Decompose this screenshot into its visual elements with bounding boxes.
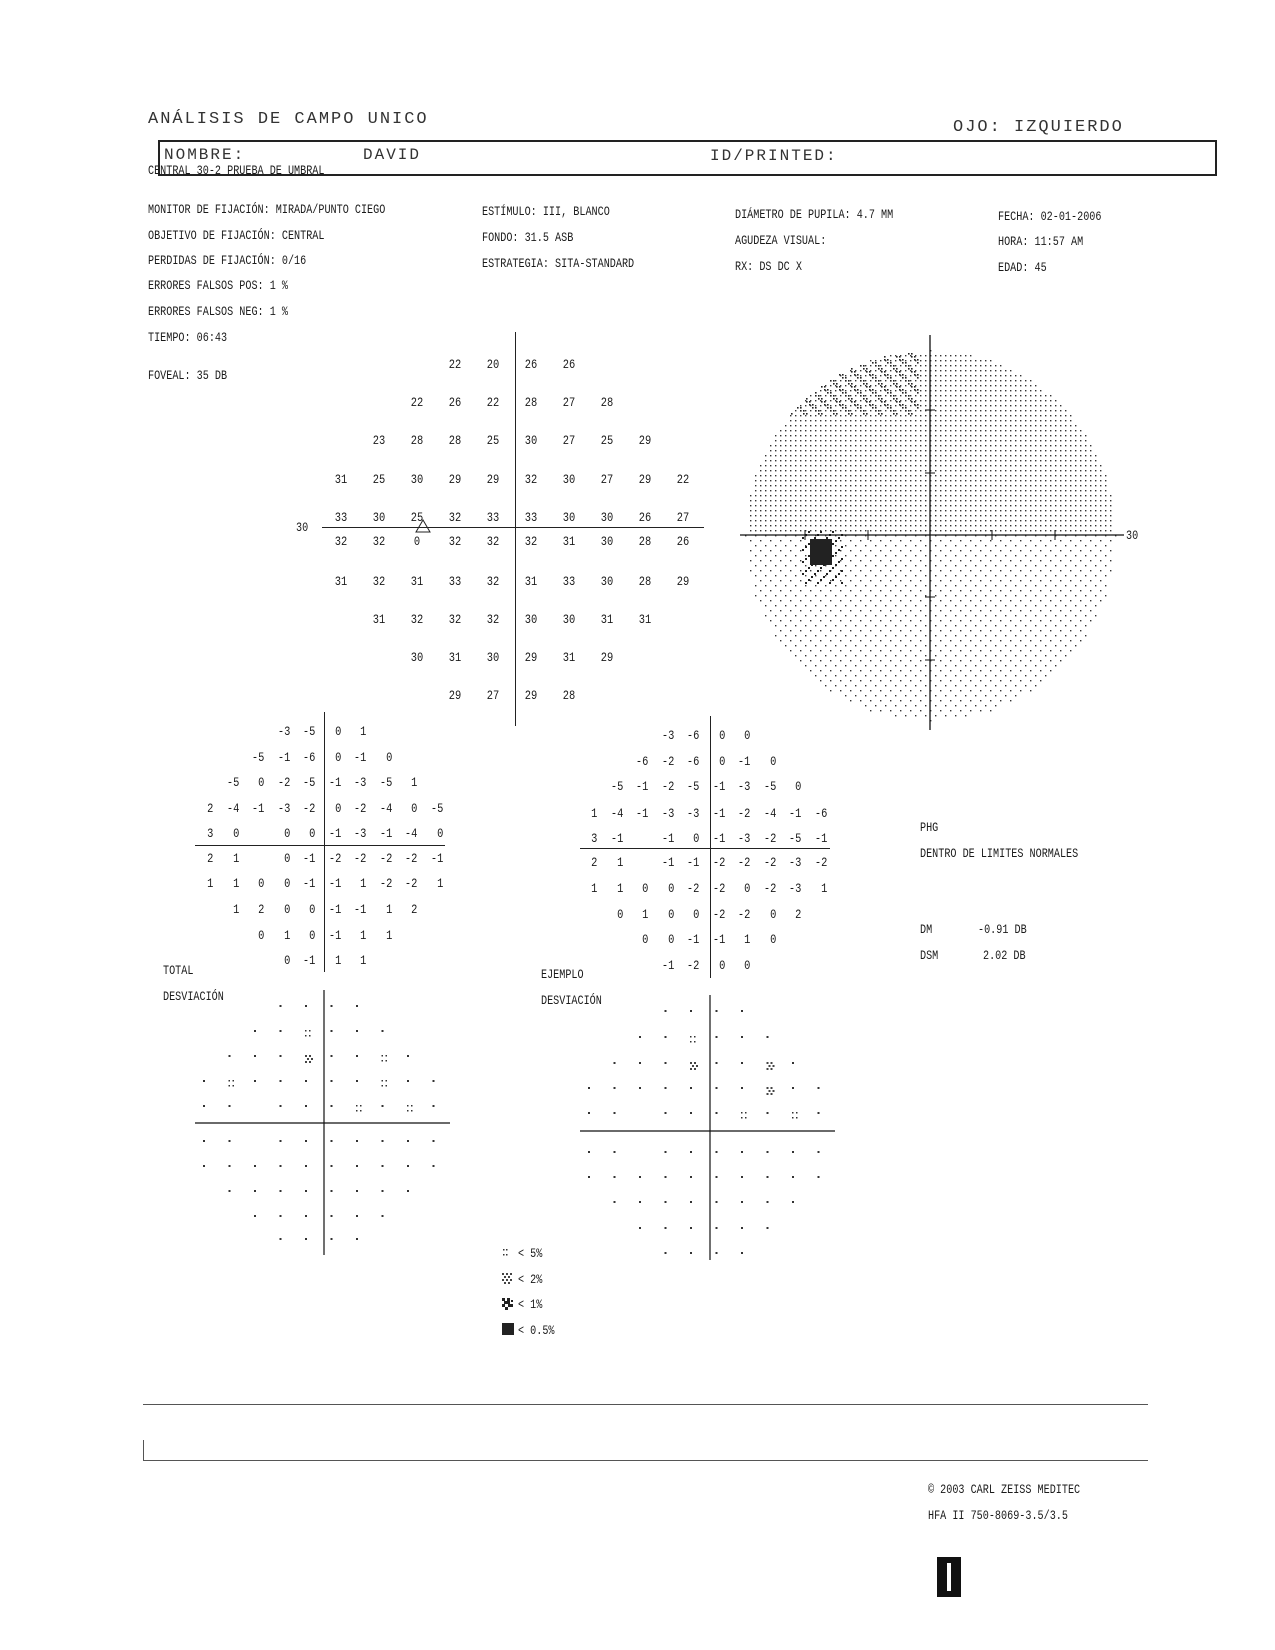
grid-value: -4 bbox=[226, 801, 239, 816]
grid-value: 0 bbox=[744, 881, 751, 896]
grid-value: -6 bbox=[302, 750, 316, 765]
td-v-axis bbox=[324, 712, 325, 972]
grid-value: 0 bbox=[769, 754, 776, 769]
legend-item: < 0.5% bbox=[518, 1323, 555, 1338]
grid-value: -1 bbox=[328, 775, 341, 790]
grid-value: 1 bbox=[232, 876, 239, 891]
grid-value: -1 bbox=[686, 932, 700, 947]
grid-value: 1 bbox=[360, 876, 367, 891]
grid-value: 0 bbox=[411, 801, 418, 816]
grid-value: 0 bbox=[693, 907, 700, 922]
info-line: FECHA: 02-01-2006 bbox=[998, 209, 1102, 224]
ght-value: DENTRO DE LIMITES NORMALES bbox=[920, 846, 1079, 861]
grid-value: -2 bbox=[404, 851, 418, 866]
grid-value: 30 bbox=[372, 510, 386, 525]
grid-value: -2 bbox=[737, 855, 751, 870]
grid-value: -2 bbox=[763, 881, 776, 896]
grid-value: -1 bbox=[712, 806, 725, 821]
grid-value: 30 bbox=[410, 650, 424, 665]
grid-value: 31 bbox=[410, 574, 424, 589]
grid-value: 1 bbox=[591, 806, 598, 821]
info-line: ESTÍMULO: III, BLANCO bbox=[482, 204, 610, 219]
td-label: TOTAL bbox=[163, 963, 194, 978]
psd-value: 2.02 DB bbox=[983, 948, 1026, 963]
grid-value: -2 bbox=[353, 851, 367, 866]
grid-value: -1 bbox=[788, 806, 802, 821]
grid-value: 26 bbox=[638, 510, 652, 525]
grid-value: 1 bbox=[207, 876, 214, 891]
grid-value: -1 bbox=[635, 806, 649, 821]
grid-value: 0 bbox=[642, 932, 649, 947]
grid-value: -2 bbox=[763, 855, 776, 870]
eye-label: OJO: IZQUIERDO bbox=[953, 118, 1124, 137]
grid-value: 1 bbox=[591, 881, 598, 896]
grid-value: -2 bbox=[712, 907, 725, 922]
grid-value: -2 bbox=[814, 855, 827, 870]
psd-label: DSM bbox=[920, 948, 939, 963]
grid-value: 0 bbox=[283, 953, 290, 968]
grid-value: -2 bbox=[686, 881, 700, 896]
name-value: DAVID bbox=[363, 146, 422, 164]
grid-value: 31 bbox=[334, 574, 348, 589]
pd-h-axis bbox=[580, 848, 830, 849]
grid-value: 1 bbox=[360, 928, 367, 943]
grayscale-axis-label: 30 bbox=[1126, 528, 1139, 543]
grid-value: 30 bbox=[600, 510, 614, 525]
grid-value: 1 bbox=[360, 724, 367, 739]
grid-value: 33 bbox=[486, 510, 500, 525]
grid-value: 2 bbox=[207, 851, 214, 866]
grid-value: 0 bbox=[616, 907, 623, 922]
info-line: EDAD: 45 bbox=[998, 260, 1047, 275]
grid-value: 0 bbox=[718, 754, 725, 769]
info-line: HORA: 11:57 AM bbox=[998, 234, 1084, 249]
threshold-v-axis bbox=[515, 332, 516, 726]
grid-value: 0 bbox=[667, 907, 674, 922]
grid-value: 31 bbox=[448, 650, 462, 665]
grid-value: -5 bbox=[788, 831, 802, 846]
grid-value: -5 bbox=[251, 750, 265, 765]
info-line: DIÁMETRO DE PUPILA: 4.7 MM bbox=[735, 207, 894, 222]
grid-value: -3 bbox=[686, 806, 700, 821]
test-name: CENTRAL 30-2 PRUEBA DE UMBRAL bbox=[148, 163, 325, 178]
grid-value: -2 bbox=[379, 851, 392, 866]
info-line: FONDO: 31.5 ASB bbox=[482, 230, 574, 245]
grid-value: 1 bbox=[385, 902, 392, 917]
info-line: TIEMPO: 06:43 bbox=[148, 330, 228, 345]
grid-value: 2 bbox=[591, 855, 598, 870]
grid-value: 27 bbox=[562, 395, 576, 410]
grid-value: 1 bbox=[744, 932, 751, 947]
grid-value: -1 bbox=[302, 876, 316, 891]
grid-value: 28 bbox=[562, 688, 576, 703]
grid-value: 28 bbox=[410, 433, 424, 448]
grid-value: 31 bbox=[524, 574, 538, 589]
md-label: DM bbox=[920, 922, 933, 937]
grid-value: 3 bbox=[591, 831, 598, 846]
grid-value: 30 bbox=[562, 510, 576, 525]
grid-value: 32 bbox=[448, 612, 462, 627]
grid-value: 31 bbox=[600, 612, 614, 627]
grid-value: -1 bbox=[328, 876, 341, 891]
blind-spot-marker-icon bbox=[416, 520, 430, 532]
grid-value: -5 bbox=[430, 801, 443, 816]
grid-value: 0 bbox=[309, 826, 316, 841]
grid-value: 0 bbox=[769, 932, 776, 947]
grid-value: 32 bbox=[486, 574, 500, 589]
grid-value: 0 bbox=[718, 728, 725, 743]
grid-value: 1 bbox=[232, 902, 239, 917]
grid-value: -1 bbox=[302, 851, 316, 866]
p05-symbol-icon bbox=[502, 1323, 514, 1335]
grid-value: -6 bbox=[814, 806, 827, 821]
info-line: ESTRATEGIA: SITA-STANDARD bbox=[482, 256, 635, 271]
grid-value: 1 bbox=[232, 851, 239, 866]
p5-symbol-icon bbox=[502, 1248, 514, 1258]
grid-value: -2 bbox=[379, 876, 392, 891]
grid-value: 26 bbox=[562, 357, 576, 372]
grid-value: -1 bbox=[353, 902, 367, 917]
grid-value: 30 bbox=[524, 433, 538, 448]
grid-value: 31 bbox=[638, 612, 652, 627]
grid-value: 0 bbox=[436, 826, 443, 841]
grid-value: -2 bbox=[712, 855, 725, 870]
comment-bracket bbox=[143, 1440, 144, 1460]
grid-value: -2 bbox=[404, 876, 418, 891]
grid-value: -4 bbox=[763, 806, 776, 821]
grid-value: 29 bbox=[676, 574, 690, 589]
grid-value: -2 bbox=[712, 881, 725, 896]
grid-value: 30 bbox=[562, 612, 576, 627]
grid-value: 0 bbox=[413, 534, 421, 549]
grid-value: -2 bbox=[737, 806, 751, 821]
grid-value: 2 bbox=[207, 801, 214, 816]
grid-value: -3 bbox=[277, 801, 290, 816]
grid-value: 32 bbox=[334, 534, 348, 549]
grid-value: -1 bbox=[302, 953, 316, 968]
grid-value: -2 bbox=[328, 851, 341, 866]
zeiss-logo-icon bbox=[937, 1557, 961, 1597]
grid-value: 22 bbox=[448, 357, 462, 372]
grid-value: 32 bbox=[486, 612, 500, 627]
grid-value: -1 bbox=[251, 801, 265, 816]
grid-value: -1 bbox=[661, 831, 674, 846]
grid-value: 32 bbox=[486, 534, 500, 549]
grid-value: 26 bbox=[524, 357, 538, 372]
grid-value: 27 bbox=[600, 472, 614, 487]
grid-value: -1 bbox=[635, 779, 649, 794]
grid-value: 31 bbox=[334, 472, 348, 487]
total-deviation-probability-plot bbox=[195, 990, 450, 1255]
grid-value: 22 bbox=[676, 472, 690, 487]
grid-value: -1 bbox=[737, 754, 751, 769]
pattern-deviation-probability-plot bbox=[580, 995, 835, 1265]
grid-value: 25 bbox=[486, 433, 500, 448]
grid-value: 32 bbox=[524, 472, 538, 487]
grid-value: 30 bbox=[524, 612, 538, 627]
grid-value: 0 bbox=[744, 958, 751, 973]
grid-value: 0 bbox=[283, 902, 290, 917]
grid-value: -1 bbox=[712, 779, 725, 794]
info-line: PERDIDAS DE FIJACIÓN: 0/16 bbox=[148, 253, 307, 268]
grid-value: 1 bbox=[436, 876, 443, 891]
grid-value: -2 bbox=[302, 801, 316, 816]
grid-value: -2 bbox=[353, 801, 367, 816]
grid-value: 30 bbox=[562, 472, 576, 487]
grid-value: -5 bbox=[302, 775, 316, 790]
md-value: -0.91 DB bbox=[978, 922, 1027, 937]
grid-value: -1 bbox=[610, 831, 623, 846]
grid-value: 0 bbox=[693, 831, 700, 846]
grid-value: 31 bbox=[372, 612, 386, 627]
threshold-axis-label: 30 bbox=[296, 520, 309, 535]
grid-value: 0 bbox=[769, 907, 776, 922]
grid-value: 1 bbox=[334, 953, 341, 968]
grid-value: -3 bbox=[661, 728, 674, 743]
grid-value: 0 bbox=[283, 876, 290, 891]
grid-value: 26 bbox=[448, 395, 462, 410]
grid-value: 1 bbox=[360, 953, 367, 968]
grid-value: 28 bbox=[524, 395, 538, 410]
grid-value: -1 bbox=[430, 851, 443, 866]
info-line: RX: DS DC X bbox=[735, 259, 802, 274]
grid-value: -1 bbox=[712, 932, 725, 947]
grid-value: 1 bbox=[616, 881, 623, 896]
pd-label: DESVIACIÓN bbox=[541, 993, 602, 1008]
grid-value: -3 bbox=[788, 855, 802, 870]
grid-value: -3 bbox=[661, 806, 674, 821]
grid-value: -1 bbox=[661, 855, 674, 870]
grid-value: 1 bbox=[820, 881, 827, 896]
model: HFA II 750-8069-3.5/3.5 bbox=[928, 1508, 1068, 1523]
legend-item: < 1% bbox=[518, 1297, 543, 1312]
grid-value: -2 bbox=[763, 831, 776, 846]
grid-value: -5 bbox=[302, 724, 316, 739]
report-title: ANÁLISIS DE CAMPO UNICO bbox=[148, 110, 429, 129]
grid-value: 31 bbox=[562, 534, 576, 549]
grid-value: 25 bbox=[372, 472, 386, 487]
grid-value: -5 bbox=[226, 775, 239, 790]
grid-value: -1 bbox=[686, 855, 700, 870]
info-line: OBJETIVO DE FIJACIÓN: CENTRAL bbox=[148, 228, 325, 243]
grid-value: -3 bbox=[788, 881, 802, 896]
grid-value: 29 bbox=[524, 650, 538, 665]
grid-value: 27 bbox=[486, 688, 500, 703]
grid-value: -1 bbox=[379, 826, 392, 841]
grid-value: 1 bbox=[616, 855, 623, 870]
grid-value: -1 bbox=[353, 750, 367, 765]
info-line: ERRORES FALSOS NEG: 1 % bbox=[148, 304, 288, 319]
grid-value: 32 bbox=[372, 574, 386, 589]
grid-value: 28 bbox=[638, 534, 652, 549]
grid-value: -5 bbox=[686, 779, 700, 794]
grid-value: -3 bbox=[277, 724, 290, 739]
grid-value: 25 bbox=[410, 510, 424, 525]
grid-value: 32 bbox=[410, 612, 424, 627]
grid-value: 0 bbox=[667, 881, 674, 896]
grid-value: -4 bbox=[404, 826, 418, 841]
grid-value: 32 bbox=[372, 534, 386, 549]
ght-label: PHG bbox=[920, 820, 939, 835]
grid-value: 23 bbox=[372, 433, 386, 448]
grid-value: -5 bbox=[379, 775, 392, 790]
grid-value: 28 bbox=[600, 395, 614, 410]
td-h-axis bbox=[195, 845, 445, 846]
grid-value: 29 bbox=[600, 650, 614, 665]
grid-value: -3 bbox=[737, 831, 751, 846]
grid-value: 33 bbox=[334, 510, 348, 525]
p2-symbol-icon bbox=[502, 1273, 514, 1285]
grid-value: 30 bbox=[486, 650, 500, 665]
grid-value: 31 bbox=[562, 650, 576, 665]
copyright: © 2003 CARL ZEISS MEDITEC bbox=[928, 1482, 1081, 1497]
grid-value: -5 bbox=[610, 779, 623, 794]
grid-value: 28 bbox=[448, 433, 462, 448]
foveal-value: FOVEAL: 35 DB bbox=[148, 368, 228, 383]
grid-value: 28 bbox=[638, 574, 652, 589]
grid-value: 27 bbox=[676, 510, 690, 525]
td-label: DESVIACIÓN bbox=[163, 989, 224, 1004]
grid-value: -1 bbox=[328, 928, 341, 943]
grid-value: 3 bbox=[207, 826, 214, 841]
name-label: NOMBRE: bbox=[164, 146, 246, 164]
grid-value: 0 bbox=[258, 876, 265, 891]
grid-value: 1 bbox=[642, 907, 649, 922]
grid-value: 0 bbox=[283, 826, 290, 841]
grid-value: 32 bbox=[448, 510, 462, 525]
grid-value: -2 bbox=[661, 754, 674, 769]
grayscale-plot bbox=[740, 335, 1130, 735]
grid-value: -4 bbox=[379, 801, 392, 816]
info-line: AGUDEZA VISUAL: bbox=[735, 233, 827, 248]
grid-value: 33 bbox=[448, 574, 462, 589]
grid-value: 0 bbox=[232, 826, 239, 841]
legend-item: < 2% bbox=[518, 1272, 543, 1287]
grid-value: -3 bbox=[353, 826, 367, 841]
grid-value: 0 bbox=[258, 928, 265, 943]
grid-value: 22 bbox=[410, 395, 424, 410]
info-line: ERRORES FALSOS POS: 1 % bbox=[148, 278, 288, 293]
grid-value: 27 bbox=[562, 433, 576, 448]
grid-value: -6 bbox=[686, 728, 700, 743]
grid-value: -6 bbox=[686, 754, 700, 769]
grid-value: 0 bbox=[718, 958, 725, 973]
grid-value: 29 bbox=[524, 688, 538, 703]
grid-value: -1 bbox=[328, 826, 341, 841]
grid-value: 29 bbox=[448, 472, 462, 487]
grid-value: 26 bbox=[676, 534, 690, 549]
pd-label: EJEMPLO bbox=[541, 967, 584, 982]
grid-value: 29 bbox=[638, 433, 652, 448]
grid-value: -1 bbox=[277, 750, 290, 765]
grid-value: 25 bbox=[600, 433, 614, 448]
grid-value: 32 bbox=[448, 534, 462, 549]
grid-value: -1 bbox=[328, 902, 341, 917]
grid-value: -2 bbox=[277, 775, 290, 790]
grid-value: 2 bbox=[258, 902, 265, 917]
grid-value: -1 bbox=[661, 958, 674, 973]
grid-value: 0 bbox=[744, 728, 751, 743]
comment-line-bottom bbox=[143, 1460, 1148, 1461]
id-label: ID/PRINTED: bbox=[710, 147, 838, 165]
grid-value: 2 bbox=[411, 902, 418, 917]
grid-value: 0 bbox=[309, 902, 316, 917]
grid-value: 0 bbox=[385, 750, 392, 765]
grid-value: -1 bbox=[814, 831, 827, 846]
grid-value: -3 bbox=[353, 775, 367, 790]
grid-value: 33 bbox=[524, 510, 538, 525]
grid-value: 29 bbox=[448, 688, 462, 703]
grid-value: 22 bbox=[486, 395, 500, 410]
grid-value: 0 bbox=[334, 724, 341, 739]
pd-v-axis bbox=[710, 716, 711, 978]
grid-value: 1 bbox=[385, 928, 392, 943]
grid-value: 2 bbox=[795, 907, 802, 922]
grid-value: 29 bbox=[486, 472, 500, 487]
legend-item: < 5% bbox=[518, 1246, 543, 1261]
grid-value: -2 bbox=[686, 958, 700, 973]
grid-value: 0 bbox=[283, 851, 290, 866]
grid-value: 0 bbox=[334, 801, 341, 816]
p1-symbol-icon bbox=[502, 1298, 514, 1310]
grid-value: 0 bbox=[795, 779, 802, 794]
grid-value: -1 bbox=[712, 831, 725, 846]
grid-value: -2 bbox=[661, 779, 674, 794]
grid-value: 30 bbox=[600, 574, 614, 589]
threshold-h-axis bbox=[322, 527, 704, 528]
grid-value: 0 bbox=[667, 932, 674, 947]
comment-line-top bbox=[143, 1404, 1148, 1405]
grid-value: 32 bbox=[524, 534, 538, 549]
grid-value: -3 bbox=[737, 779, 751, 794]
grid-value: 0 bbox=[642, 881, 649, 896]
grid-value: 0 bbox=[334, 750, 341, 765]
grid-value: 30 bbox=[410, 472, 424, 487]
grid-value: -4 bbox=[610, 806, 623, 821]
grid-value: 20 bbox=[486, 357, 500, 372]
grid-value: 0 bbox=[258, 775, 265, 790]
grid-value: 1 bbox=[411, 775, 418, 790]
grid-value: -2 bbox=[737, 907, 751, 922]
grid-value: -5 bbox=[763, 779, 776, 794]
grid-value: 29 bbox=[638, 472, 652, 487]
grid-value: 30 bbox=[600, 534, 614, 549]
grid-value: 0 bbox=[309, 928, 316, 943]
grid-value: 1 bbox=[283, 928, 290, 943]
info-line: MONITOR DE FIJACIÓN: MIRADA/PUNTO CIEGO bbox=[148, 202, 386, 217]
grid-value: -6 bbox=[635, 754, 649, 769]
grid-value: 33 bbox=[562, 574, 576, 589]
